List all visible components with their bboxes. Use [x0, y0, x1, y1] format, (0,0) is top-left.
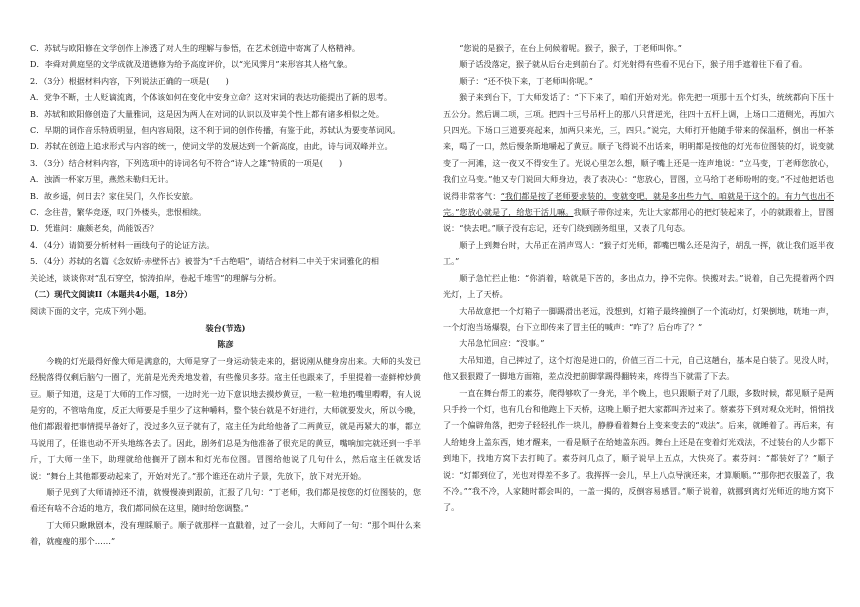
passage-author: 陈彦 [217, 339, 234, 350]
q3-option-d: D．凭谁问：廉颇老矣，尚能饭否？ [30, 223, 158, 234]
paragraph-7-text: 猴子来到台下，丁大师发话了：“下下来了，咱们开始对光。你先把一项那十五个灯头，统统都向下压十五公分。然后调二项，三项。把四十三号吊杆上的那八只背逆光，往四十五杆上调，上场口二道侧光，再加六只四光。下场口三道要亮起来，加两只来光，三，四只。”说完，大师打开他随手带来的保温杯，倒出一杯茶来，喝了一口，然后慢条斯地嚼起了黄豆。顺子飞得说不出话来，明明都是按他的灯光布位图装的灯，说变就变了一河滩，这一夜又不得安生了。光说心里怎么想，顺子嘴上还是一连声地说：“立马变，丁老师您放心，我们立马变。”他又专门说回大师身边，表了表决心：“您放心，冒图，立马给丁老师吩咐的变。”不过他把话也说得非常客气： [443, 92, 834, 201]
passage-paragraph-13: 一直在舞台帮工的素芬，爬得够吹了一身光，半个晚上，也只跟顺子对了几眼，多数时候，都见顺子是两只手拎一个灯，也有几台和他跑上下天桥，这晚上顺子把大家都叫齐过来了。蔡素芬下到对观众光时，悄悄找了一个偏辟角落，把旁子轻轻扎作一块儿，静静看着舞台上变来变去的“戏法”。后来，就睡着了。再后来，有人给她身上盖东西，她才醒来，一看是顺子在给她盖东西。舞台上还是在变着灯光戏法，不过装台的人少都下到地下，找地方窝下去打盹了。素芬问几点了，顺子说早上五点，大快亮了。素芬问：“都装好了？”顺子说：“灯都到位了，光也对得差不多了。我挥挥一会儿，早上八点导演还来，才算顺顺。”“那你把衣服盖了，我不冷。”“我不冷，人家随时都会叫的，一盖一揭的，反倒容易感冒。”顺子说着，就挪到离灯光师近的地方窝下了。 [443, 387, 834, 513]
passage-paragraph-10: 大吊故意把一个灯箱子一脚踢滑出老远，没想到，灯箱子最终撞倒了一个流动灯，灯架倒地，咣地一声，一个灯泡当场爆裂，台下立即传来了冒主任的喊声：“咋了？后台咋了？” [443, 305, 834, 332]
question-5-line-1: 5．（4分）苏轼的名篇《念奴娇·赤壁怀古》被誉为“千古绝唱”，请结合材料二中关于宋词雅化的相 [30, 256, 379, 267]
question-2: 2．（3分）根据材料内容，下列说法正确的一项是( ) [30, 75, 229, 86]
passage-title: 装台(节选) [205, 322, 246, 333]
paragraph-7-end: 我顺子带你过来，先让大家都用心的把灯装起来了，小的就跟着上，冒图说：“快去吧。”顺子没有忘记，还专门绕到剧务组里，又表了几句态。 [443, 207, 834, 234]
passage-paragraph-5: 顺子话没落定，猴子就从后台走到前台了。灯光射得有些看不见台下，猴子用手遮着往下看了看。 [459, 59, 808, 70]
q2-option-b: B．苏轼和欧阳修创造了大量雅词，这是因为两人在对词的认识以及审美个性上都有诸多相似之处。 [30, 108, 384, 119]
q1-option-c: C．苏轼与欧阳修在文学创作上渗透了对人生的理解与参悟，在艺术创造中寄寓了人格精神。 [30, 43, 360, 53]
passage-paragraph-1: 今晚的灯光最得好像大师是满意的，大师是穿了一身运动装走来的，据说刚从健身房出来。大师的头发已经脱落得仅剩后脑勺一圈了，光前是光秃秃地发着，有些像贝多芬。寇主任也跟来了，手里提着一壶鲜榨炒黄豆。顺子知道，这是丁大师的工作习惯，一边时光一边下意识地去摸炒黄豆，一粒一粒地扔嘴里嘚嘚，有人说是穷的，不管啥角度，反正大师要是手里少了这种嚼料，整个装台就是不好进行，大师就要发火，所以今晚，他们都跟着把事情提早备好了，没过多久豆子就有了，寇主任为此给他备了二两黄豆，就是再紧大的事，都立马说用了，任谁也动不开头地练各去了。因此，剧务们总是为他准备了很充足的黄豆，嘴响加完就还到一手半斤，丁大师一坐下，助理就给他搁开了剧本和灯光布位图。冒图给他说了几句什么，然后寇主任就发话说：“舞台上其他都要动起来了，开始对光了。”那个谁还在动片子景，先放下，放下对光开始。 [30, 355, 421, 481]
passage-paragraph-3: 丁大师只瞅瞅剧本，没有理睬顺子。顺子就那样一直戳着，过了一会儿，大师问了一句：“那个叫什么来着，就瘦瘦的那个……” [30, 519, 421, 547]
section-heading: （二）现代文阅读II（本题共4小题，18分） [30, 289, 193, 300]
passage-paragraph-7 [443, 89, 834, 237]
question-5-line-2: 关论述，谈谈你对“乱石穿空，惊涛拍岸，卷起千堆雪”的理解与分析。 [30, 272, 282, 283]
q3-option-b: B．故乡遥，何日去？家住吴门，久作长安旅。 [30, 190, 198, 201]
passage-paragraph-8: 顺子上到舞台时，大吊正在消声骂人：“猴子灯光师，都嘴巴嘴么还是沟子，胡乱一挥，就让我们返半夜工。” [443, 239, 834, 267]
underlined-sentence-2: 您放心就是了，给您干活儿嘛。 [459, 207, 574, 218]
passage-paragraph-9: 顺子急忙拦止他：“你消着，啥就是下苦的，多出点力，挣不完你。快搬对去。”说着，自己先提着两个四光灯，上了天桥。 [443, 272, 834, 300]
passage-paragraph-6: 顺子：“还不快下来，丁老师叫你呢。” [459, 75, 593, 86]
reading-instruction: 阅读下面的文字，完成下列小题。 [30, 305, 152, 316]
q2-option-d: D．苏轼在创造上追求形式与内容的统一，使词文学的发展达到一个新高度，由此，诗与词双峰并立。 [30, 141, 393, 152]
q2-option-a: A．党争不断，士人贬谪流离，个体该如何在变化中安身立命？这对宋词的表达功能提出了新的思考。 [30, 92, 392, 103]
passage-paragraph-4: “您说的是猴子，在台上伺候着呢。猴子，猴子，丁老师叫你。” [459, 43, 682, 53]
q3-option-c: C．念往昔，繁华竞逐，叹门外楼头，悲恨相续。 [30, 207, 207, 218]
underlined-sentence: “我们都是按了老师要求装的，变就变吧，就是多出些力气，咱就是干这个的。有力气也出不完。” [443, 190, 834, 218]
question-4: 4．（4分）请简要分析材料一画线句子的论证方法。 [30, 239, 215, 250]
question-3: 3．（3分）结合材料内容，下列选项中的诗词名句不符合“诗人之雄”特质的一项是( ) [30, 157, 343, 168]
q1-option-d: D．李舜对黄庭坚的文学成就及道德修为给予高度评价，以“光风霁月”来形容其人格气象。 [30, 59, 353, 70]
q2-option-c: C．早期的词作音乐特质明显，但内容局限，这不利于词的创作传播，有鉴于此，苏轼认为要变革词风。 [30, 125, 401, 136]
passage-paragraph-11: 大吊急忙回应：“没事。” [459, 338, 545, 349]
left-column [30, 40, 421, 599]
right-column [443, 40, 834, 599]
q3-option-a: A．浊酒一杯家万里，燕然未勒归无计。 [30, 174, 174, 185]
passage-paragraph-2: 顺子见到了大师请掉还不清，就慢慢凑到跟前，汇报了几句：“丁老师，我们都是按您的灯位图装的，您看还有啥不合适的地方，我们都同候在这里，随时给您调整。” [30, 486, 421, 514]
passage-paragraph-12: 大吊知道，自己摔过了，这个灯泡是进口的，价值三百二十元，自己这趟台，基本是白装了。见没人时，他又狠狠蹬了一脚地方面箱，差点没把前脚掌踢得翻转来，疼得当下就需了下去。 [443, 354, 834, 382]
